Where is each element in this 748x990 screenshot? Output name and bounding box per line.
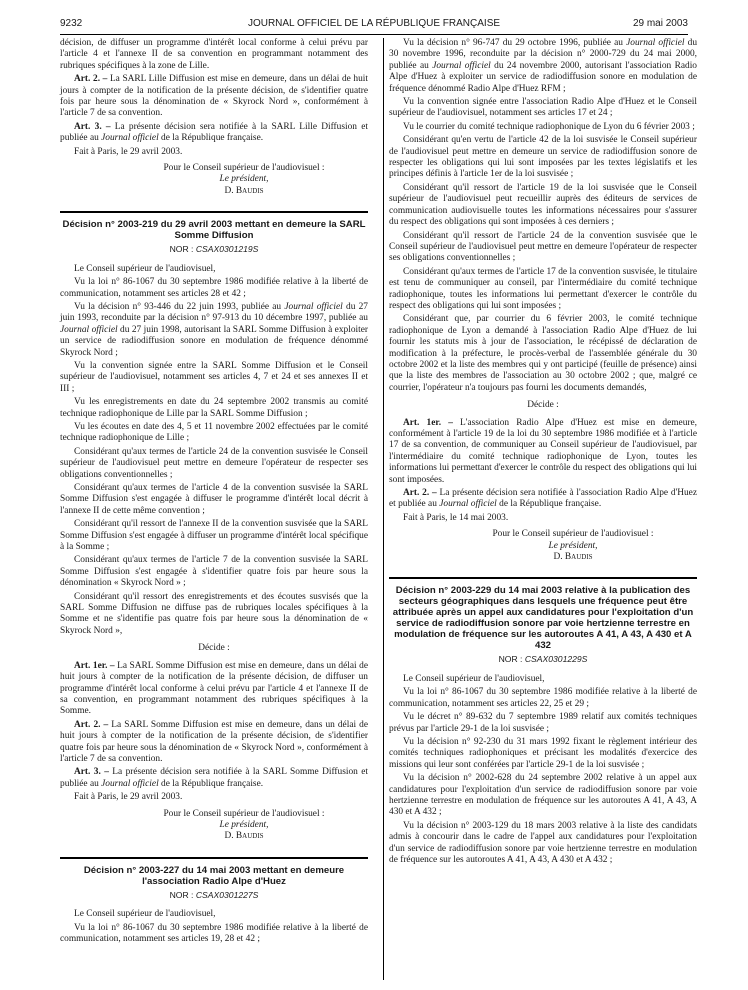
journal-ref: Journal officiel xyxy=(60,324,118,335)
place-date: Fait à Paris, le 29 avril 2003. xyxy=(74,146,183,157)
paragraph: Le Conseil supérieur de l'audiovisuel, xyxy=(74,909,216,920)
paragraph: Vu la décision n° 2003-129 du 18 mars 2003 relative à la liste des candidats admis à concourir dans le cadre de l'appel aux candidatures pour l'exploitation d'un service de radiodiffusion sonore par voie hertzienne terrestre en modulation de fréquence sur les autoroutes A 41, A 43, A 430 et A 432 ; xyxy=(389,820,697,865)
article-text: de la République française. xyxy=(496,499,602,510)
paragraph: Considérant qu'il ressort de l'article 24 de la convention susvisée que le Conseil supérieur de l'audiovisuel peut mettre en demeure l'opérateur de respecter ses obligations conventionnelles ; xyxy=(389,230,697,264)
signature-role: Pour le Conseil supérieur de l'audiovisuel : xyxy=(163,163,325,174)
article-1 xyxy=(60,661,368,718)
article-3 xyxy=(60,767,368,790)
paragraph: Vu les écoutes en date des 4, 5 et 11 novembre 2002 effectuées par le comité technique radiophonique de Lille ; xyxy=(60,421,368,444)
signature-name: D. Baudis xyxy=(553,552,593,563)
article-text: La présente décision sera notifiée à la SARL Lille Diffusion et publiée au xyxy=(60,121,368,144)
article-label: Art. 2. – xyxy=(403,488,437,499)
text: du 30 novembre 1996, reconduite par la décision n° 2000-729 du 24 mai 2000, publiée au xyxy=(389,38,698,71)
nor-code: CSAX0301219S xyxy=(195,244,259,255)
nor-code: CSAX0301229S xyxy=(524,654,588,665)
article-text: de la République française. xyxy=(158,778,264,789)
article-text: de la République française. xyxy=(158,133,264,144)
article-label: Art. 1er. – xyxy=(74,660,115,671)
paragraph: Le Conseil supérieur de l'audiovisuel, xyxy=(74,263,216,274)
paragraph: Vu la loi n° 86-1067 du 30 septembre 1986 modifiée relative à la liberté de communication, notamment ses articles 28 et 42 ; xyxy=(60,277,368,299)
nor-label: NOR : xyxy=(169,244,196,255)
nor-label: NOR : xyxy=(498,654,525,665)
paragraph: Considérant qu'il ressort des enregistrements et des écoutes susvisés que la SARL Somme Diffusion ne diffuse pas de rubriques locales spécifiques à la Somme et ne s'identifie pas quatre fois par heure sous la dénomination de « Skyrock Nord », xyxy=(60,591,368,636)
article-text: La SARL Somme Diffusion est mise en demeure, dans un délai de huit jours à compter de la notification de la présente décision, de s'identifier quatre fois par heure sous la dénomination de « Skyrock Nord », conformément à l'article 7 de sa convention. xyxy=(60,719,368,764)
paragraph: Vu la décision n° 2002-628 du 24 septembre 2002 relative à un appel aux candidatures pour l'exploitation d'un service de radiodiffusion sonore par voie hertzienne terrestre en modulation de fréquence sur les autoroutes A 41, A 43, A 430 et A 432 ; xyxy=(389,773,697,818)
paragraph: Vu les enregistrements en date du 24 septembre 2002 transmis au comité technique radiophonique de Lille par la SARL Somme Diffusion ; xyxy=(60,397,368,419)
text: du 27 juin 1993, reconduite par la décision n° 97-913 du 10 décembre 1997, publiée au xyxy=(60,301,368,324)
decision-title: Décision n° 2003-219 du 29 avril 2003 mettant en demeure la SARL Somme Diffusion xyxy=(60,211,368,241)
article-text: La SARL Lille Diffusion est mise en demeure, dans un délai de huit jours à compter de la notification de la présente décision, de s'identifier quatre fois par heure sous la dénomination de « Skyrock Nord », conformément à l'article 7 de sa convention. xyxy=(60,74,368,119)
issue-date: 29 mai 2003 xyxy=(632,18,688,29)
article-2 xyxy=(389,488,697,511)
paragraph: Vu la décision n° 92-230 du 31 mars 1992 fixant le règlement intérieur des comités techniques radiophoniques et précisant les modalités d'exercice des missions qui leur sont conférées par l'article 29-1 de la loi susvisée ; xyxy=(389,736,697,770)
decide-heading: Décide : xyxy=(527,400,559,411)
signature-role: Pour le Conseil supérieur de l'audiovisuel : xyxy=(492,529,654,540)
decision-title: Décision n° 2003-227 du 14 mai 2003 mettant en demeure l'association Radio Alpe d'Huez xyxy=(60,857,368,887)
paragraph: Vu la convention signée entre la SARL Somme Diffusion et le Conseil supérieur de l'audiovisuel, notamment ses articles 4, 7 et 24 et ses annexes II et III ; xyxy=(60,360,368,394)
article-label: Art. 2. – xyxy=(74,74,108,85)
nor-reference xyxy=(389,654,697,665)
article-label: Art. 1er. – xyxy=(403,417,453,428)
paragraph: Considérant qu'aux termes de l'article 24 de la convention susvisée le Conseil supérieur de l'audiovisuel peut mettre en demeure l'opérateur de respecter ses obligations conventionnelles ; xyxy=(60,446,368,480)
paragraph: Vu la convention signée entre l'association Radio Alpe d'Huez et le Conseil supérieur de l'audiovisuel, notamment ses articles 17 et 24 ; xyxy=(389,97,697,119)
nor-code: CSAX0301227S xyxy=(195,889,259,900)
place-date: Fait à Paris, le 29 avril 2003. xyxy=(74,792,183,803)
paragraph: Considérant qu'aux termes de l'article 4 de la convention susvisée la SARL Somme Diffusion s'est engagée à diffuser le programme d'intérêt local décrit à l'annexe II de cette même convention ; xyxy=(60,483,368,516)
article-1 xyxy=(389,418,697,486)
left-column xyxy=(60,38,368,947)
journal-ref: Journal officiel xyxy=(439,499,497,510)
paragraph: Le Conseil supérieur de l'audiovisuel, xyxy=(403,673,545,684)
nor-reference xyxy=(60,890,368,901)
journal-ref: Journal officiel xyxy=(101,133,159,144)
journal-ref: Journal officiel xyxy=(101,778,159,789)
right-column xyxy=(389,38,697,868)
paragraph xyxy=(60,302,368,359)
paragraph: Considérant qu'il ressort de l'article 19 de la loi susvisée que le Conseil supérieur de l'audiovisuel peut recueillir auprès des éditeurs de services de communication audiovisuelle toutes les informations nécessaires pour s'assurer du respect des obligations qui sont imposées à ces derniers ; xyxy=(389,182,697,228)
paragraph: Considérant qu'en vertu de l'article 42 de la loi susvisée le Conseil supérieur de l'audiovisuel peut mettre en demeure un service de radiodiffusion sonore de respecter les obligations qui lui sont imposées par les textes législatifs et les principes définis à l'article 1er de la loi susvisée ; xyxy=(389,135,697,180)
paragraph: Vu la loi n° 86-1067 du 30 septembre 1986 modifiée relative à la liberté de communication, notamment ses articles 19, 28 et 42 ; xyxy=(60,922,368,944)
nor-reference xyxy=(60,244,368,255)
article-text: L'association Radio Alpe d'Huez est mise en demeure, conformément à l'article 19 de la loi du 30 septembre 1986 modifiée et à l'article 17 de sa convention, de communiquer au Conseil supérieur de l'audiovisuel, par l'intermédiaire du comité technique radiophonique de Lyon, toutes les informations lui permettant d'exercer le contrôle du respect des obligations qui lui sont imposées. xyxy=(389,417,698,485)
article-text: La SARL Somme Diffusion est mise en demeure, dans un délai de huit jours à compter de la notification de la présente décision, de diffuser un programme d'intérêt local conforme à celui prévu par l'article 4 et l'annexe II de sa convention, en programmant notamment des rubriques spécifiques à la Somme. xyxy=(60,660,368,717)
article-label: Art. 3. – xyxy=(74,767,109,778)
place-date: Fait à Paris, le 14 mai 2003. xyxy=(403,512,509,523)
article-3 xyxy=(60,122,368,145)
page-header xyxy=(60,18,688,32)
signature-block xyxy=(120,163,368,197)
decision-title: Décision n° 2003-229 du 14 mai 2003 relative à la publication des secteurs géographiques dans lesquels une fréquence peut être attribuée après un appel aux candidatures pour l'exploitation d'un service de radiodiffusion sonore par voie hertzienne terrestre en modulation de fréquence sur les autoroutes A 41, A 43, A 430 et A 432 xyxy=(389,577,697,651)
journal-title: JOURNAL OFFICIEL DE LA RÉPUBLIQUE FRANÇAISE xyxy=(247,18,501,29)
paragraph: Vu le décret n° 89-632 du 7 septembre 1989 relatif aux comités techniques prévus par l'article 29-1 de la loi susvisée ; xyxy=(389,712,697,734)
article-text: La présente décision sera notifiée à l'association Radio Alpe d'Huez et publiée au xyxy=(389,488,697,510)
journal-ref: Journal officiel xyxy=(284,301,343,312)
paragraph: Vu la loi n° 86-1067 du 30 septembre 1986 modifiée relative à la liberté de communication, notamment ses articles 22, 25 et 29 ; xyxy=(389,687,697,709)
nor-label: NOR : xyxy=(169,889,196,900)
signature-title: Le président, xyxy=(548,540,598,551)
text: du 24 novembre 2000, autorisant l'association Radio Alpe d'Huez à exploiter un service de radiodiffusion sonore en modulation de fréquence dénommé Radio Alpe d'Huez RFM ; xyxy=(389,60,697,94)
paragraph: Considérant qu'aux termes de l'article 7 de la convention susvisée la SARL Somme Diffusion s'est engagée à s'identifier quatre fois par heure sous la dénomination « Skyrock Nord » ; xyxy=(60,555,368,589)
article-label: Art. 3. – xyxy=(74,121,111,132)
signature-title: Le président, xyxy=(219,819,269,830)
text: du 27 juin 1998, autorisant la SARL Somme Diffusion à exploiter un service de radiodiffusion sonore en modulation de fréquence dénommé Skyrock Nord ; xyxy=(60,324,368,358)
paragraph xyxy=(389,38,697,95)
article-text: La présente décision sera notifiée à la SARL Somme Diffusion et publiée au xyxy=(60,767,368,789)
column-divider xyxy=(383,38,384,980)
paragraph: Vu le courrier du comité technique radiophonique de Lyon du 6 février 2003 ; xyxy=(403,121,695,132)
paragraph: décision, de diffuser un programme d'intérêt local conforme à celui prévu par l'article 4 et l'annexe II de sa convention en programmant notamment des rubriques spécifiques à la zone de Lille. xyxy=(60,38,368,71)
paragraph: Considérant qu'aux termes de l'article 17 de la convention susvisée, le titulaire est tenu de communiquer au conseil, par l'intermédiaire du comité technique radiophonique, toutes les informations lui permettant d'exercer le contrôle du respect des obligations qui lui sont imposées ; xyxy=(389,266,697,311)
article-label: Art. 2. – xyxy=(74,719,109,730)
signature-block xyxy=(449,529,697,563)
signature-title: Le président, xyxy=(219,174,269,185)
paragraph: Considérant qu'il ressort de l'annexe II de la convention susvisée que la SARL Somme Diffusion s'est engagée à diffuser un programme d'intérêt local spécifique à la Somme ; xyxy=(60,519,368,553)
decide-heading: Décide : xyxy=(198,643,230,654)
signature-block xyxy=(120,809,368,843)
signature-role: Pour le Conseil supérieur de l'audiovisuel : xyxy=(163,808,325,819)
paragraph: Considérant que, par courrier du 6 février 2003, le comité technique radiophonique de Lyon a demandé à l'association Radio Alpe d'Huez de lui fournir les statuts mis à jour de l'association, le récépissé de déclaration de modification à la préfecture, le procès-verbal de l'assemblée générale du 30 octobre 2002 et la liste des membres qui y ont participé (feuille de présence) ainsi que la liste des membres de l'association au 30 octobre 2002 ; que, malgré ce courrier, l'opérateur n'a toujours pas fourni les documents demandés, xyxy=(389,314,697,393)
signature-name: D. Baudis xyxy=(224,185,264,196)
page-number: 9232 xyxy=(60,18,83,29)
text: Vu la décision n° 96-747 du 29 octobre 1996, publiée au xyxy=(403,38,627,48)
journal-ref: Journal officiel xyxy=(432,60,491,71)
text: Vu la décision n° 93-446 du 22 juin 1993, publiée au xyxy=(74,301,285,312)
signature-name: D. Baudis xyxy=(224,831,264,842)
journal-ref: Journal officiel xyxy=(626,38,685,48)
article-2 xyxy=(60,74,368,120)
article-2 xyxy=(60,720,368,766)
header-rule xyxy=(60,34,688,35)
